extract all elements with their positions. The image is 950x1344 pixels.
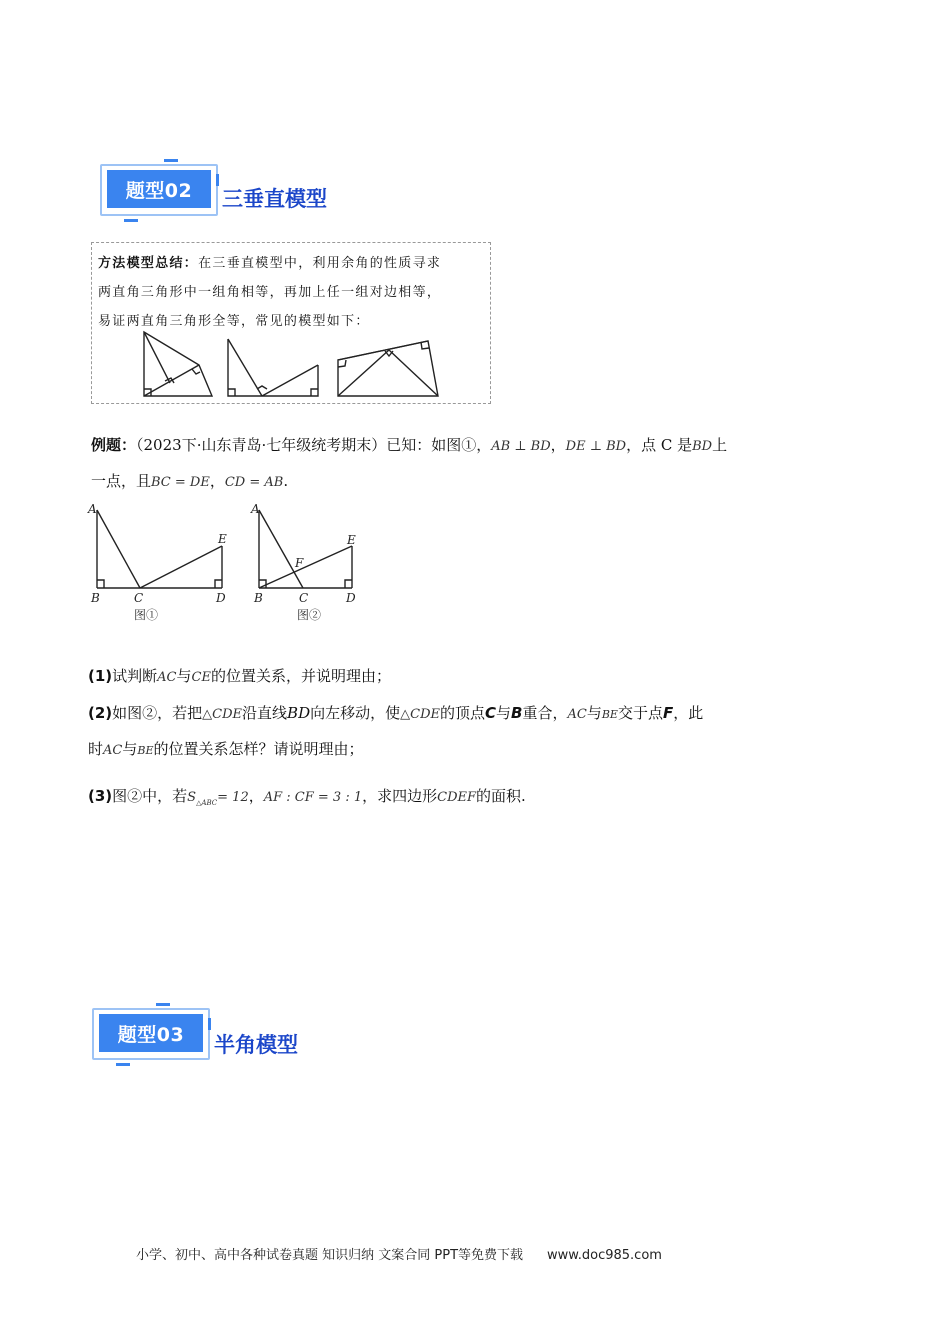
method-summary-text: 方法模型总结：在三垂直模型中，利用余角的性质寻求 两直角三角形中一组角相等，再加上任一组对边相等， 易证两直角三角形全等，常见的模型如下： [98,256,442,329]
fig2-label-f: F [295,556,304,570]
fig1-label-a: A [88,502,97,516]
method-summary-box [91,242,491,404]
fig1-label-b: B [91,591,100,605]
example-line-1: 例题：（2023下·山东青岛·七年级统考期末）已知：如图①，AB ⊥ BD，DE ⊥ BD，点 C 是BD上 [91,436,728,454]
fig2-label-d: D [346,591,356,605]
fig2-label-c: C [299,591,309,605]
fig2-label-a: A [251,502,260,516]
fig1-caption: 图① [134,608,159,622]
section-badge-03 [92,1008,210,1064]
fig1-label-d: D [216,591,226,605]
question-1: (1)试判断AC与CE的位置关系，并说明理由； [88,667,391,685]
section-title-03: 半角模型 [214,1033,298,1057]
model-diagrams [92,243,490,403]
question-2-line-2: 时AC与BE的位置关系怎样？请说明理由； [88,740,364,758]
page-footer [136,1244,662,1263]
fig2-label-e: E [347,533,356,547]
badge-label: 题型02 [107,170,211,208]
section-title-02: 三垂直模型 [222,187,327,211]
example-line-2: 一点，且BC = DE，CD = AB. [91,472,289,490]
question-2-line-1: (2)如图②，若把△CDE沿直线BD向左移动，使△CDE的顶点C与B重合，AC与BE交于点F，此 [88,704,704,722]
footer-url[interactable]: www.doc985.com [547,1248,662,1263]
section-badge-02 [100,164,218,220]
question-3: (3)图②中，若$S_{\triangle ABC}= 12$，AF : CF = 3 : 1，求四边形CDEF的面积. [88,787,526,807]
badge-label: 题型03 [99,1014,203,1052]
method-label: 方法模型总结： [98,256,199,271]
figure-1 [85,500,235,620]
fig2-label-b: B [254,591,263,605]
fig2-caption: 图② [297,608,322,622]
footer-text: 小学、初中、高中各种试卷真题 知识归纳 文案合同 PPT等免费下载 [136,1248,524,1263]
fig1-label-c: C [134,591,144,605]
example-label: 例题： [91,436,137,454]
fig1-label-e: E [218,532,227,546]
